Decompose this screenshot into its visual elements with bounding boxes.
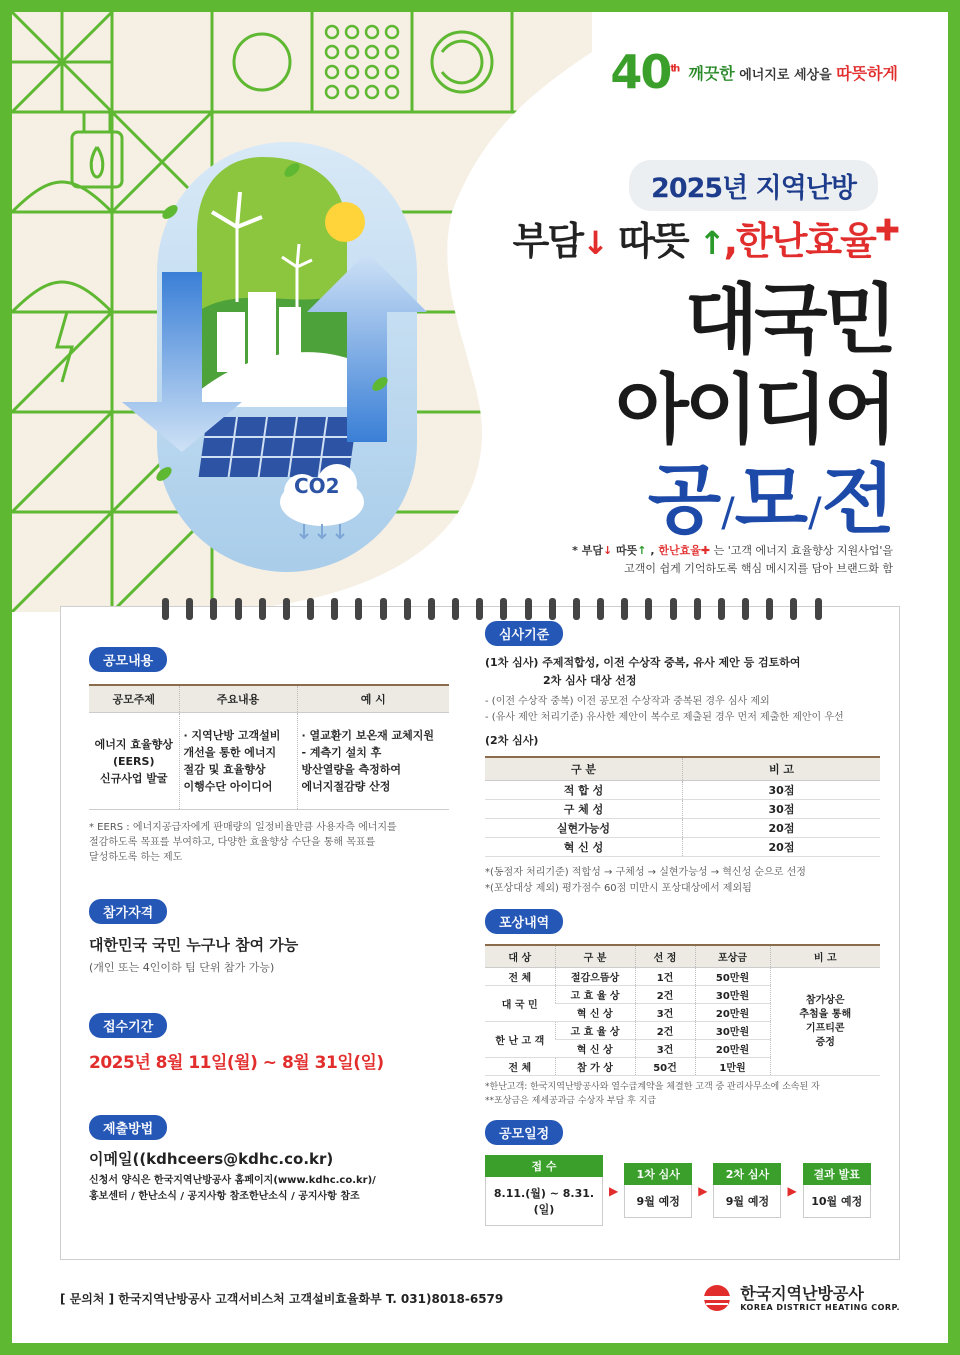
slogan	[688, 61, 898, 84]
table-row	[485, 838, 880, 857]
award-kind: 혁 신 상	[555, 1040, 635, 1058]
award-target: 대 국 민	[485, 986, 555, 1022]
schedule-step	[624, 1163, 692, 1218]
step-head: 접 수	[485, 1155, 603, 1177]
contest-example: · 열교환기 보온재 교체지원 - 계측기 설치 후 방산열량을 측정하여 에너지절감량 산정	[297, 713, 449, 810]
title-line-3	[647, 455, 893, 544]
table-row	[485, 968, 880, 986]
criteria-note-2: *(포상대상 제외) 평가점수 60점 미만시 포상대상에서 제외됨	[485, 883, 752, 894]
title-gong: 공	[647, 455, 720, 544]
co2-label: CO2	[294, 474, 340, 498]
award-count: 2건	[635, 1022, 695, 1040]
submission-section	[89, 1115, 449, 1205]
logo-suffix: th	[670, 63, 679, 75]
note-part-c: ,	[646, 544, 659, 557]
award-prize: 30만원	[695, 1022, 770, 1040]
step-body: 8.11.(월) ~ 8.31.(일)	[485, 1177, 603, 1226]
triangle-right-icon: ▶	[698, 1183, 708, 1198]
criteria-first	[485, 654, 880, 672]
logo-number: 40	[610, 45, 671, 99]
criteria-table	[485, 756, 880, 857]
title-area	[378, 42, 898, 582]
criteria-item: 실현가능성	[485, 819, 683, 838]
criteria-score: 20점	[683, 819, 881, 838]
submission-note: 신청서 양식은 한국지역난방공사 홈페이지(www.kdhc.co.kr)/ 홍보센터 / 한난소식 / 공지사항 참조한난소식 / 공지사항 참조	[89, 1175, 376, 1202]
period-dates: 2025년 8월 11일(월) ~ 8월 31일(일)	[89, 1053, 384, 1073]
headline-part-a: 부담	[512, 219, 583, 263]
arrow-up-icon: ↑	[698, 224, 724, 262]
note-part-f: 고객이 쉽게 기억하도록 핵심 메시지를 담아 브랜드화 함	[624, 562, 893, 575]
triangle-right-icon: ▶	[609, 1183, 619, 1198]
award-remark: 참가상은 추첨을 통해 기프티콘 증정	[770, 968, 880, 1076]
note-part-a: * 부담	[572, 544, 603, 557]
first-text-2: 2차 심사 대상 선정	[543, 674, 637, 687]
40th-logo	[610, 45, 678, 99]
awards-table	[485, 944, 880, 1076]
award-prize: 20만원	[695, 1004, 770, 1022]
contact-info: [ 문의처 ] 한국지역난방공사 고객서비스처 고객설비효율화부 T. 031)8018-6579	[60, 1291, 504, 1306]
headline-part-c: ,한난효율	[723, 219, 875, 263]
awards-header: 구 분	[555, 945, 635, 968]
poster	[12, 12, 948, 1343]
year-badge: 2025년 지역난방	[629, 160, 878, 211]
note-part-e: 는 '고객 에너지 효율향상 지원사업'을	[710, 544, 893, 557]
contest-header-example: 예 시	[297, 685, 449, 713]
eligibility-section	[89, 899, 449, 975]
first-note-1: - (이전 수상작 중복) 이전 공모전 수상작과 중복된 경우 심사 제외	[485, 696, 770, 707]
award-kind: 혁 신 상	[555, 1004, 635, 1022]
org-name-en: KOREA DISTRICT HEATING CORP.	[740, 1302, 900, 1312]
criteria-item: 구 체 성	[485, 800, 683, 819]
anniversary-logo	[568, 42, 898, 102]
contest-content: · 지역난방 고객설비 개선을 통한 에너지 절감 및 효율향상 이행수단 아이디어	[179, 713, 297, 810]
arrow-down-icon: ↓	[602, 544, 613, 557]
content-box	[60, 606, 900, 1260]
award-kind: 고 효 율 상	[555, 1022, 635, 1040]
step-head: 2차 심사	[713, 1163, 781, 1185]
awards-note-1: *한난고객: 한국지역난방공사와 열수급계약을 체결한 고객 중 관리사무소에 소속된 자	[485, 1082, 820, 1092]
left-column	[89, 647, 449, 1205]
binder-rings	[162, 598, 822, 620]
schedule-tag: 공모일정	[485, 1120, 563, 1145]
step-body: 10월 예정	[803, 1185, 871, 1218]
table-row	[485, 800, 880, 819]
plus-icon: ✚	[874, 213, 898, 249]
first-note-2: - (유사 제안 처리기준) 유사한 제안이 복수로 제출된 경우 먼저 제출한 제안이 우선	[485, 712, 844, 723]
criteria-tag: 심사기준	[485, 621, 563, 646]
schedule-step	[803, 1163, 871, 1218]
contest-tag: 공모내용	[89, 647, 167, 672]
criteria-note-1: *(동점자 처리기준) 적합성 → 구체성 → 실현가능성 → 혁신성 순으로 선정	[485, 867, 806, 878]
title-jeon: 전	[821, 455, 893, 544]
awards-header: 비 고	[770, 945, 880, 968]
awards-tag: 포상내역	[485, 909, 563, 934]
title-line-1: 대국민	[684, 275, 893, 364]
slash-divider: /	[721, 490, 733, 536]
arrow-up-icon: ↑	[637, 544, 647, 557]
award-prize: 1만원	[695, 1058, 770, 1076]
contest-header-content: 주요내용	[179, 685, 297, 713]
contest-topic: 에너지 효율향상 (EERS) 신규사업 발굴	[89, 713, 179, 810]
eligibility-title: 대한민국 국민 누구나 참여 가능	[89, 936, 299, 954]
step-body: 9월 예정	[624, 1185, 692, 1218]
eligibility-sub: (개인 또는 4인이하 팀 단위 참가 가능)	[89, 961, 275, 974]
slogan-part-c: 따뜻하게	[836, 63, 898, 83]
criteria-score: 30점	[683, 781, 881, 800]
award-target: 전 체	[485, 1058, 555, 1076]
award-prize: 30만원	[695, 986, 770, 1004]
award-prize: 20만원	[695, 1040, 770, 1058]
headline	[513, 210, 898, 265]
table-row	[485, 819, 880, 838]
award-count: 3건	[635, 1004, 695, 1022]
submission-email[interactable]: 이메일((kdhceers@kdhc.co.kr)	[89, 1150, 334, 1168]
criteria-score: 30점	[683, 800, 881, 819]
awards-header: 포상금	[695, 945, 770, 968]
criteria-header-item: 구 분	[485, 757, 683, 781]
kdhc-emblem-icon	[702, 1283, 732, 1313]
triangle-right-icon: ▶	[787, 1183, 797, 1198]
award-prize: 50만원	[695, 968, 770, 986]
headline-part-b: 따뜻	[606, 219, 699, 263]
criteria-item: 혁 신 성	[485, 838, 683, 857]
period-section	[89, 1013, 449, 1073]
table-row	[485, 781, 880, 800]
second-label: (2차 심사)	[485, 734, 539, 747]
submission-tag: 제출방법	[89, 1115, 167, 1140]
awards-header: 선 정	[635, 945, 695, 968]
schedule-steps	[485, 1155, 880, 1226]
eers-note: * EERS : 에너지공급자에게 판매량의 일정비율만큼 사용자측 에너지를 절감하도록 목표를 부여하고, 다양한 효율향상 수단을 통해 목표를 달성하도록 하는 제도	[89, 822, 397, 863]
kdhc-logo	[702, 1283, 900, 1313]
slogan-part-a: 깨끗한	[688, 63, 735, 83]
org-name: 한국지역난방공사	[740, 1283, 864, 1303]
award-count: 3건	[635, 1040, 695, 1058]
arrow-down-icon: ↓	[582, 224, 607, 262]
footer	[60, 1278, 900, 1318]
period-tag: 접수기간	[89, 1013, 167, 1038]
schedule-step	[485, 1155, 603, 1226]
first-text: 주제적합성, 이전 수상작 중복, 유사 제안 등 검토하여	[538, 656, 801, 669]
award-target: 한 난 고 객	[485, 1022, 555, 1058]
step-head: 1차 심사	[624, 1163, 692, 1185]
right-column	[485, 621, 880, 1226]
brand-footnote	[473, 542, 893, 578]
award-kind: 참 가 상	[555, 1058, 635, 1076]
award-kind: 절감으뜸상	[555, 968, 635, 986]
note-part-b: 따뜻	[612, 544, 638, 557]
title-line-2: 아이디어	[615, 365, 893, 454]
contest-table	[89, 684, 449, 810]
title-mo: 모	[734, 455, 807, 544]
step-head: 결과 발표	[803, 1163, 871, 1185]
contest-header-topic: 공모주제	[89, 685, 179, 713]
criteria-item: 적 합 성	[485, 781, 683, 800]
first-label: (1차 심사)	[485, 656, 539, 669]
awards-header: 대 상	[485, 945, 555, 968]
note-part-d: 한난효율	[658, 544, 701, 557]
plus-icon: ✚	[700, 544, 711, 557]
eligibility-tag: 참가자격	[89, 899, 167, 924]
slogan-part-b: 에너지로 세상을	[734, 67, 837, 83]
award-target: 전 체	[485, 968, 555, 986]
step-body: 9월 예정	[713, 1185, 781, 1218]
schedule-step	[713, 1163, 781, 1218]
award-count: 1건	[635, 968, 695, 986]
hero	[12, 12, 948, 612]
award-count: 2건	[635, 986, 695, 1004]
slash-divider: /	[808, 490, 820, 536]
criteria-header-note: 비 고	[683, 757, 881, 781]
award-kind: 고 효 율 상	[555, 986, 635, 1004]
award-count: 50건	[635, 1058, 695, 1076]
awards-note-2: **포상금은 제세공과금 수상자 부담 후 지급	[485, 1096, 657, 1106]
criteria-score: 20점	[683, 838, 881, 857]
